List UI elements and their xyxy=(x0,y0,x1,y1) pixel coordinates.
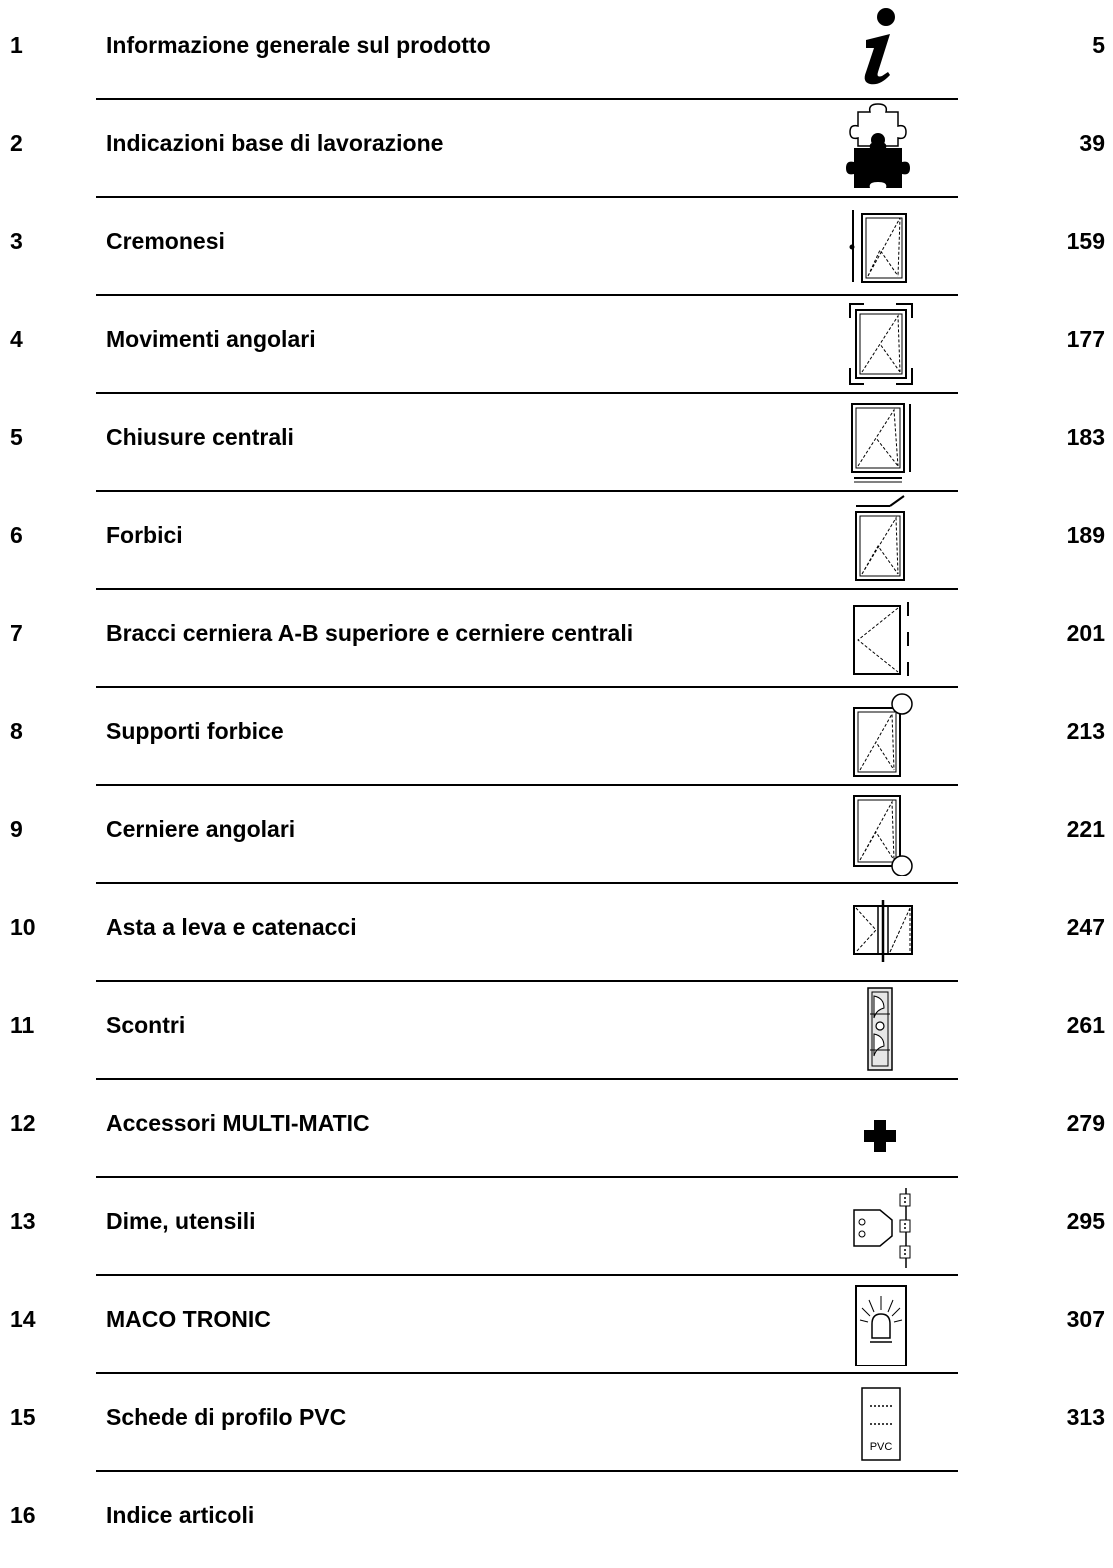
jig-tool-icon xyxy=(840,1180,920,1268)
chapter-number: 1 xyxy=(10,32,23,58)
chapter-number: 7 xyxy=(10,620,23,646)
chapter-number: 14 xyxy=(10,1306,36,1332)
chapter-title[interactable]: Informazione generale sul prodotto xyxy=(106,32,491,58)
chapter-number: 15 xyxy=(10,1404,36,1430)
chapter-title[interactable]: Schede di profilo PVC xyxy=(106,1404,347,1430)
page-number: 177 xyxy=(1066,326,1105,352)
page-number: 189 xyxy=(1066,522,1105,548)
chapter-title[interactable]: Accessori MULTI-MATIC xyxy=(106,1110,370,1136)
chapter-number: 3 xyxy=(10,228,23,254)
chapter-title[interactable]: Indicazioni base di lavorazione xyxy=(106,130,444,156)
toc-row[interactable] xyxy=(0,392,1113,490)
window-stay-icon xyxy=(840,494,920,582)
chapter-title[interactable]: Indice articoli xyxy=(106,1502,255,1528)
page-number: 261 xyxy=(1066,1012,1105,1038)
chapter-number: 12 xyxy=(10,1110,36,1136)
chapter-title[interactable]: Supporti forbice xyxy=(106,718,284,744)
toc-row[interactable] xyxy=(0,0,1113,98)
toc-row[interactable] xyxy=(0,784,1113,882)
page-number: 201 xyxy=(1066,620,1105,646)
toc-row[interactable] xyxy=(0,1372,1113,1470)
toc-row[interactable] xyxy=(0,294,1113,392)
chapter-title[interactable]: Movimenti angolari xyxy=(106,326,316,352)
chapter-number: 8 xyxy=(10,718,23,744)
toc-row[interactable] xyxy=(0,196,1113,294)
chapter-title[interactable]: Cerniere angolari xyxy=(106,816,296,842)
page-number: 279 xyxy=(1066,1110,1105,1136)
chapter-title[interactable]: Bracci cerniera A-B superiore e cerniere centrali xyxy=(106,620,634,646)
keeper-icon xyxy=(840,984,920,1072)
chapter-number: 2 xyxy=(10,130,23,156)
window-corner-hinge-icon xyxy=(840,788,920,876)
page-number: 213 xyxy=(1066,718,1105,744)
plus-icon xyxy=(840,1082,920,1170)
alarm-light-icon xyxy=(840,1278,920,1366)
puzzle-icon xyxy=(840,102,920,190)
double-window-icon xyxy=(840,886,920,974)
toc-row[interactable] xyxy=(0,980,1113,1078)
toc-row[interactable] xyxy=(0,1078,1113,1176)
page-number: 313 xyxy=(1066,1404,1105,1430)
pvc-label: PVC xyxy=(869,1441,893,1453)
page-number: 295 xyxy=(1066,1208,1105,1234)
window-handle-icon xyxy=(840,200,920,288)
page-number: 221 xyxy=(1066,816,1105,842)
chapter-number: 16 xyxy=(10,1502,36,1528)
toc-row[interactable] xyxy=(0,1274,1113,1372)
chapter-title[interactable]: Asta a leva e catenacci xyxy=(106,914,357,940)
toc-row[interactable] xyxy=(0,98,1113,196)
window-top-hinge-icon xyxy=(840,690,920,778)
chapter-number: 5 xyxy=(10,424,23,450)
chapter-title[interactable]: MACO TRONIC xyxy=(106,1306,271,1332)
pvc-profile-icon xyxy=(840,1376,920,1464)
chapter-title[interactable]: Scontri xyxy=(106,1012,186,1038)
toc-row[interactable] xyxy=(0,588,1113,686)
toc-row[interactable] xyxy=(0,1176,1113,1274)
toc-row[interactable] xyxy=(0,686,1113,784)
window-corners-icon xyxy=(840,298,920,386)
info-icon xyxy=(840,4,920,92)
page-number: 183 xyxy=(1066,424,1105,450)
chapter-number: 11 xyxy=(10,1012,35,1038)
page-number: 307 xyxy=(1066,1306,1105,1332)
toc-row[interactable] xyxy=(0,882,1113,980)
toc-row[interactable] xyxy=(0,1470,1113,1568)
chapter-title[interactable]: Chiusure centrali xyxy=(106,424,294,450)
page-number: 247 xyxy=(1066,914,1105,940)
page-number: 39 xyxy=(1079,130,1105,156)
chapter-number: 10 xyxy=(10,914,36,940)
chapter-number: 6 xyxy=(10,522,23,548)
page-number: 5 xyxy=(1092,32,1105,58)
chapter-title[interactable]: Dime, utensili xyxy=(106,1208,256,1234)
page-number: 159 xyxy=(1066,228,1105,254)
chapter-title[interactable]: Forbici xyxy=(106,522,183,548)
chapter-number: 4 xyxy=(10,326,23,352)
chapter-number: 13 xyxy=(10,1208,36,1234)
chapter-number: 9 xyxy=(10,816,23,842)
window-hinge-arms-icon xyxy=(840,592,920,680)
toc-row[interactable] xyxy=(0,490,1113,588)
chapter-title[interactable]: Cremonesi xyxy=(106,228,225,254)
window-central-lock-icon xyxy=(840,396,920,484)
